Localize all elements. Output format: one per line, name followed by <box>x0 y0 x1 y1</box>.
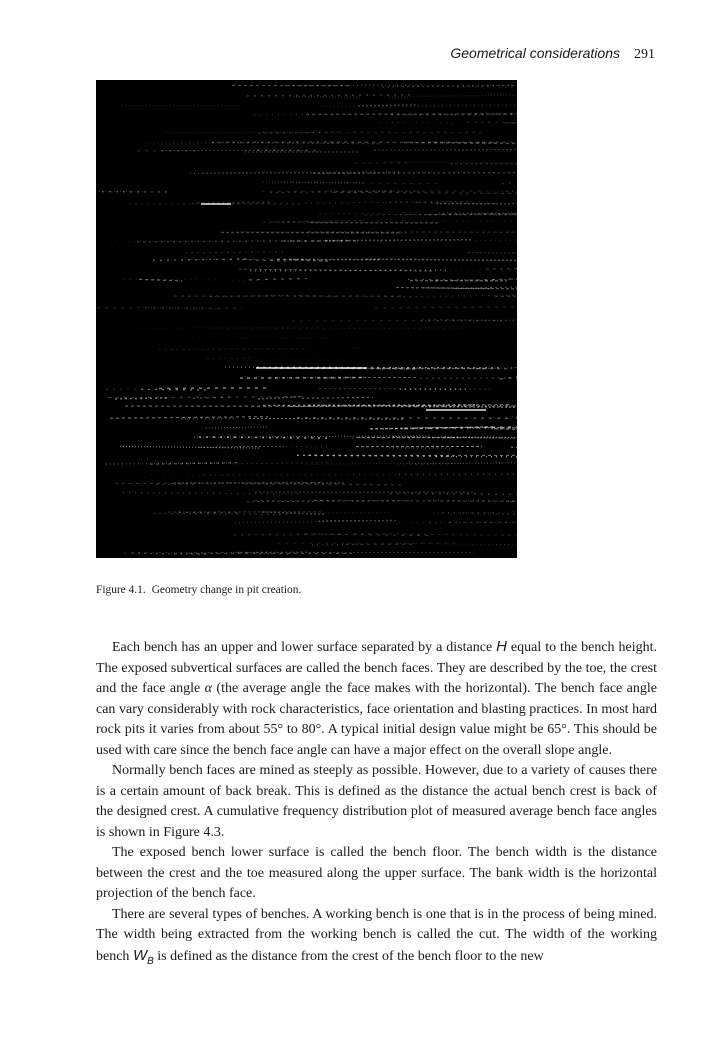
texture-streak-7-1 <box>459 150 517 152</box>
figure-image <box>96 80 517 558</box>
paragraph-2: Normally bench faces are mined as steeply as possible. However, due to a variety of causes there is a certain amount of back break. This is defined as the distance the actual bench crest is back of the designed crest. A cumulative frequency distribution plot of measured average bench face angles is shown in Figure 4.3. <box>96 763 657 840</box>
texture-streak-47-2 <box>396 544 517 545</box>
texture-streak-10-1 <box>282 182 442 184</box>
paragraph-3: The exposed bench lower surface is called the bench floor. The bench width is the distance between the crest and the toe measured along the upper surface. The bank width is the horizontal projection of the bench face. <box>96 845 657 901</box>
running-title: Geometrical considerations <box>450 45 620 61</box>
body-text <box>96 637 657 972</box>
texture-streak-26-0 <box>199 338 331 339</box>
texture-streak-7-4 <box>374 150 517 151</box>
texture-streak-42-1 <box>123 493 300 495</box>
texture-streak-4-2 <box>380 122 457 123</box>
texture-streak-4-1 <box>467 122 517 123</box>
texture-streak-33-6 <box>263 405 475 406</box>
symbol-alpha: α <box>204 681 212 696</box>
texture-streak-1-0 <box>247 95 415 96</box>
figure-caption <box>96 584 301 596</box>
texture-streak-37-4 <box>120 446 259 448</box>
texture-streak-39-4 <box>150 463 239 465</box>
paragraph-4 <box>96 905 657 973</box>
texture-streak-21-1 <box>396 287 517 288</box>
p4-text-a: There are several types of benches. A working bench is one that is in the process of being mined. The width being extracted from the working bench is called the cut. The width of the working bench <box>96 906 657 964</box>
texture-streak-44-2 <box>433 513 517 515</box>
texture-streak-35-3 <box>206 427 267 428</box>
texture-streak-2-0 <box>322 105 517 107</box>
figure-caption-text: Geometry change in pit creation. <box>151 584 302 596</box>
texture-streak-41-2 <box>244 484 401 485</box>
texture-streak-44-0 <box>312 512 390 513</box>
p1-text-c: (the average angle the face makes with the horizontal). The bench face angle can vary considerably with rock characteristics, face orientation and blasting practices. In most hard rock pits it varies from about 55° to 80°. A typical initial design value might be 65°. This should be used with care since the bench face angle can have a major effect on the overall slope angle. <box>96 681 657 758</box>
texture-streak-48-4 <box>132 553 206 554</box>
running-header <box>450 45 655 63</box>
texture-streak-17-2 <box>468 252 517 253</box>
texture-streak-1-1 <box>293 97 360 98</box>
texture-streak-22-1 <box>298 295 340 297</box>
figure-label: Figure 4.1. <box>96 584 146 596</box>
symbol-w: W <box>132 946 148 964</box>
texture-streak-18-2 <box>366 259 517 260</box>
texture-streak-36-2 <box>194 436 431 438</box>
texture-streak-32-1 <box>302 397 373 398</box>
texture-streak-27-0 <box>419 349 517 351</box>
texture-streak-34-4 <box>249 418 404 419</box>
texture-streak-30-4 <box>500 377 517 379</box>
symbol-w-subscript: B <box>147 955 154 967</box>
symbol-wb <box>132 946 154 967</box>
texture-streak-31-0 <box>319 388 490 389</box>
texture-streak-43-0 <box>314 500 517 501</box>
texture-streak-17-0 <box>185 252 284 253</box>
texture-streak-44-6 <box>463 512 517 513</box>
texture-streak-31-1 <box>159 388 271 389</box>
texture-streak-20-3 <box>249 279 307 280</box>
texture-streak-32-0 <box>258 397 302 399</box>
symbol-h: H <box>496 638 507 655</box>
texture-streak-35-4 <box>370 427 494 429</box>
p1-text-a: Each bench has an upper and lower surface separated by a distance <box>112 640 497 655</box>
texture-streak-37-5 <box>286 446 329 447</box>
texture-streak-19-0 <box>486 269 517 270</box>
paragraph-1 <box>96 637 657 761</box>
texture-streak-22-5 <box>392 295 517 297</box>
texture-streak-46-1 <box>234 534 345 535</box>
texture-streak-2-2 <box>358 105 416 106</box>
texture-streak-42-3 <box>390 494 517 495</box>
texture-streak-23-1 <box>375 307 517 308</box>
texture-streak-45-3 <box>235 521 365 523</box>
texture-streak-48-3 <box>233 552 474 553</box>
texture-streak-13-0 <box>319 213 413 214</box>
texture-streak-40-1 <box>151 475 235 476</box>
texture-streak-44-7 <box>153 513 289 514</box>
texture-streak-37-2 <box>511 447 517 448</box>
p1-text-b: equal to the bench height. The exposed subvertical surfaces are called the bench faces. They are described by the toe, the crest and the face angle <box>96 640 657 696</box>
figure-texture <box>96 80 517 558</box>
texture-streak-18-3 <box>153 259 249 261</box>
texture-streak-39-1 <box>407 463 517 464</box>
texture-streak-10-2 <box>502 182 517 184</box>
texture-streak-11-6 <box>333 192 517 193</box>
texture-streak-32-4 <box>115 398 169 399</box>
p4-text-b: is defined as the distance from the crest of the bench floor to the new <box>153 948 544 964</box>
texture-streak-31-4 <box>141 389 209 390</box>
texture-streak-8-1 <box>355 163 408 164</box>
page-number: 291 <box>634 47 655 62</box>
texture-streak-39-5 <box>231 463 332 464</box>
texture-streak-26-1 <box>397 337 455 339</box>
texture-streak-37-0 <box>199 446 284 447</box>
